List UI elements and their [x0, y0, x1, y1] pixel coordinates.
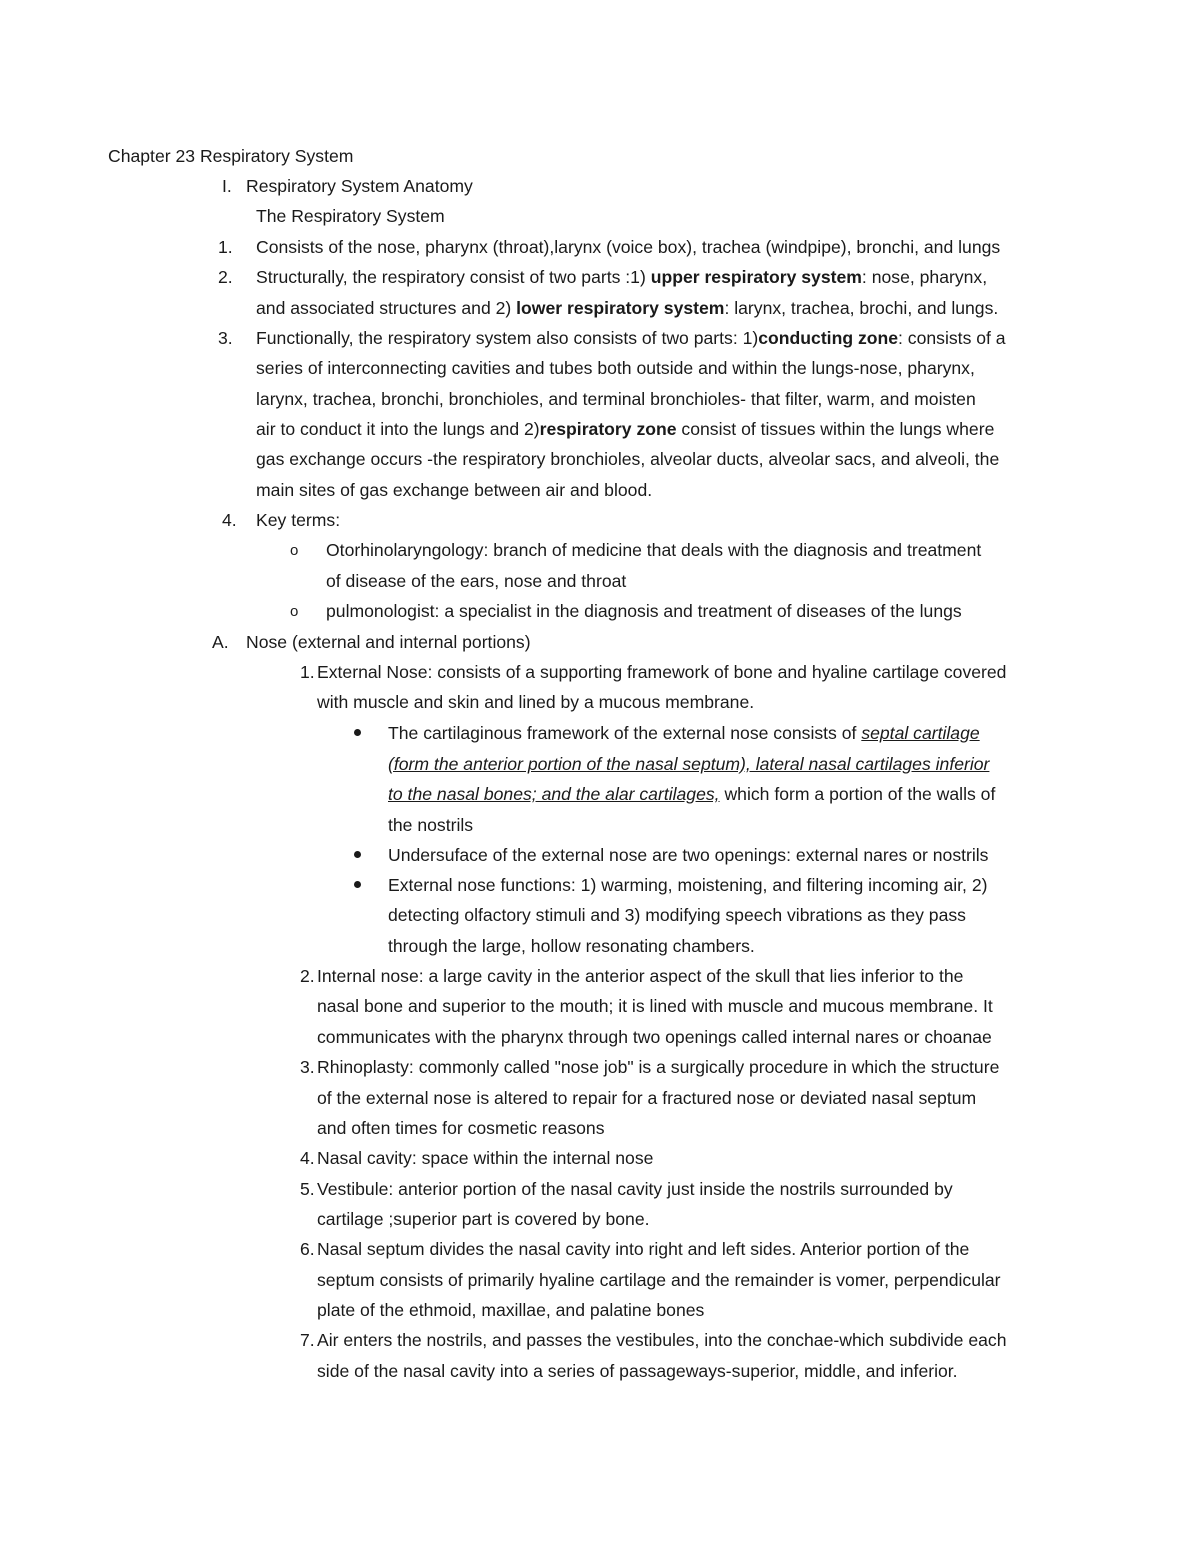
section-subheading: The Respiratory System [256, 206, 445, 226]
list-marker: 1. [300, 662, 315, 682]
list-item-text: Structurally, the respiratory consist of two parts :1) upper respiratory system: nose, pharynx, [256, 267, 988, 287]
list-item-text: main sites of gas exchange between air and blood. [256, 480, 653, 500]
list-item-text: gas exchange occurs -the respiratory bronchioles, alveolar ducts, alveolar sacs, and alveoli, the [256, 449, 1000, 469]
section-heading: Respiratory System Anatomy [246, 176, 473, 196]
bullet-icon [354, 729, 361, 736]
list-item-text: side of the nasal cavity into a series of passageways-superior, middle, and inferior. [317, 1361, 958, 1381]
bullet-text: External nose functions: 1) warming, moistening, and filtering incoming air, 2) [388, 875, 988, 895]
term-marker: o [290, 542, 299, 559]
list-item-text: and associated structures and 2) lower respiratory system: larynx, trachea, brochi, and lungs. [256, 298, 999, 318]
list-item-text: Rhinoplasty: commonly called "nose job" is a surgically procedure in which the structure [317, 1057, 1000, 1077]
list-item-text: and often times for cosmetic reasons [317, 1118, 605, 1138]
list-marker: 2. [218, 267, 233, 287]
bullet-text: the nostrils [388, 815, 474, 835]
list-marker: 6. [300, 1239, 315, 1259]
list-marker: 7. [300, 1330, 315, 1350]
bullet-text: through the large, hollow resonating chambers. [388, 936, 755, 956]
bullet-icon [354, 881, 361, 888]
bullet-text: detecting olfactory stimuli and 3) modifying speech vibrations as they pass [388, 905, 966, 925]
list-item-text: Nasal septum divides the nasal cavity into right and left sides. Anterior portion of the [317, 1239, 970, 1259]
bullet-text: Undersuface of the external nose are two openings: external nares or nostrils [388, 845, 989, 865]
list-marker: 5. [300, 1179, 315, 1199]
list-item-text: series of interconnecting cavities and tubes both outside and within the lungs-nose, pharynx, [256, 358, 975, 378]
list-marker: 3. [218, 328, 233, 348]
list-item-text: septum consists of primarily hyaline cartilage and the remainder is vomer, perpendicular [317, 1270, 1001, 1290]
list-marker: 3. [300, 1057, 315, 1077]
list-item-text: Internal nose: a large cavity in the anterior aspect of the skull that lies inferior to the [317, 966, 964, 986]
term-text: pulmonologist: a specialist in the diagnosis and treatment of diseases of the lungs [326, 601, 962, 621]
list-item-text: Vestibule: anterior portion of the nasal cavity just inside the nostrils surrounded by [317, 1179, 953, 1199]
list-marker: 1. [218, 237, 233, 257]
section-marker: I. [222, 176, 232, 196]
list-marker: 4. [222, 510, 237, 530]
list-item-text: Functionally, the respiratory system also consists of two parts: 1)conducting zone: consists of a [256, 328, 1006, 348]
document-title: Chapter 23 Respiratory System [108, 146, 354, 166]
bullet-icon [354, 851, 361, 858]
list-item-text: Key terms: [256, 510, 341, 530]
list-item-text: air to conduct it into the lungs and 2)respiratory zone consist of tissues within the lungs where [256, 419, 995, 439]
list-marker: 4. [300, 1148, 315, 1168]
list-item-text: with muscle and skin and lined by a mucous membrane. [317, 692, 755, 712]
list-item-text: nasal bone and superior to the mouth; it is lined with muscle and mucous membrane. It [317, 996, 993, 1016]
list-item-text: Consists of the nose, pharynx (throat),larynx (voice box), trachea (windpipe), bronchi, and lungs [256, 237, 1001, 257]
list-item-text: plate of the ethmoid, maxillae, and palatine bones [317, 1300, 705, 1320]
list-item-text: External Nose: consists of a supporting framework of bone and hyaline cartilage covered [317, 662, 1007, 682]
list-item-text: communicates with the pharynx through two openings called internal nares or choanae [317, 1027, 992, 1047]
list-item-text: of the external nose is altered to repair for a fractured nose or deviated nasal septum [317, 1088, 977, 1108]
bullet-text: to the nasal bones; and the alar cartilages, which form a portion of the walls of [388, 784, 996, 804]
section-heading: Nose (external and internal portions) [246, 632, 531, 652]
list-item-text: cartilage ;superior part is covered by bone. [317, 1209, 650, 1229]
list-marker: 2. [300, 966, 315, 986]
list-item-text: Air enters the nostrils, and passes the vestibules, into the conchae-which subdivide each [317, 1330, 1007, 1350]
term-text: Otorhinolaryngology: branch of medicine that deals with the diagnosis and treatment [326, 540, 982, 560]
term-marker: o [290, 603, 299, 620]
list-item-text: Nasal cavity: space within the internal nose [317, 1148, 654, 1168]
term-text: of disease of the ears, nose and throat [326, 571, 627, 591]
list-item-text: larynx, trachea, bronchi, bronchioles, and terminal bronchioles- that filter, warm, and moisten [256, 389, 976, 409]
section-marker: A. [212, 632, 229, 652]
bullet-text: (form the anterior portion of the nasal septum), lateral nasal cartilages inferior [388, 754, 990, 774]
bullet-text: The cartilaginous framework of the external nose consists of septal cartilage [388, 723, 980, 743]
